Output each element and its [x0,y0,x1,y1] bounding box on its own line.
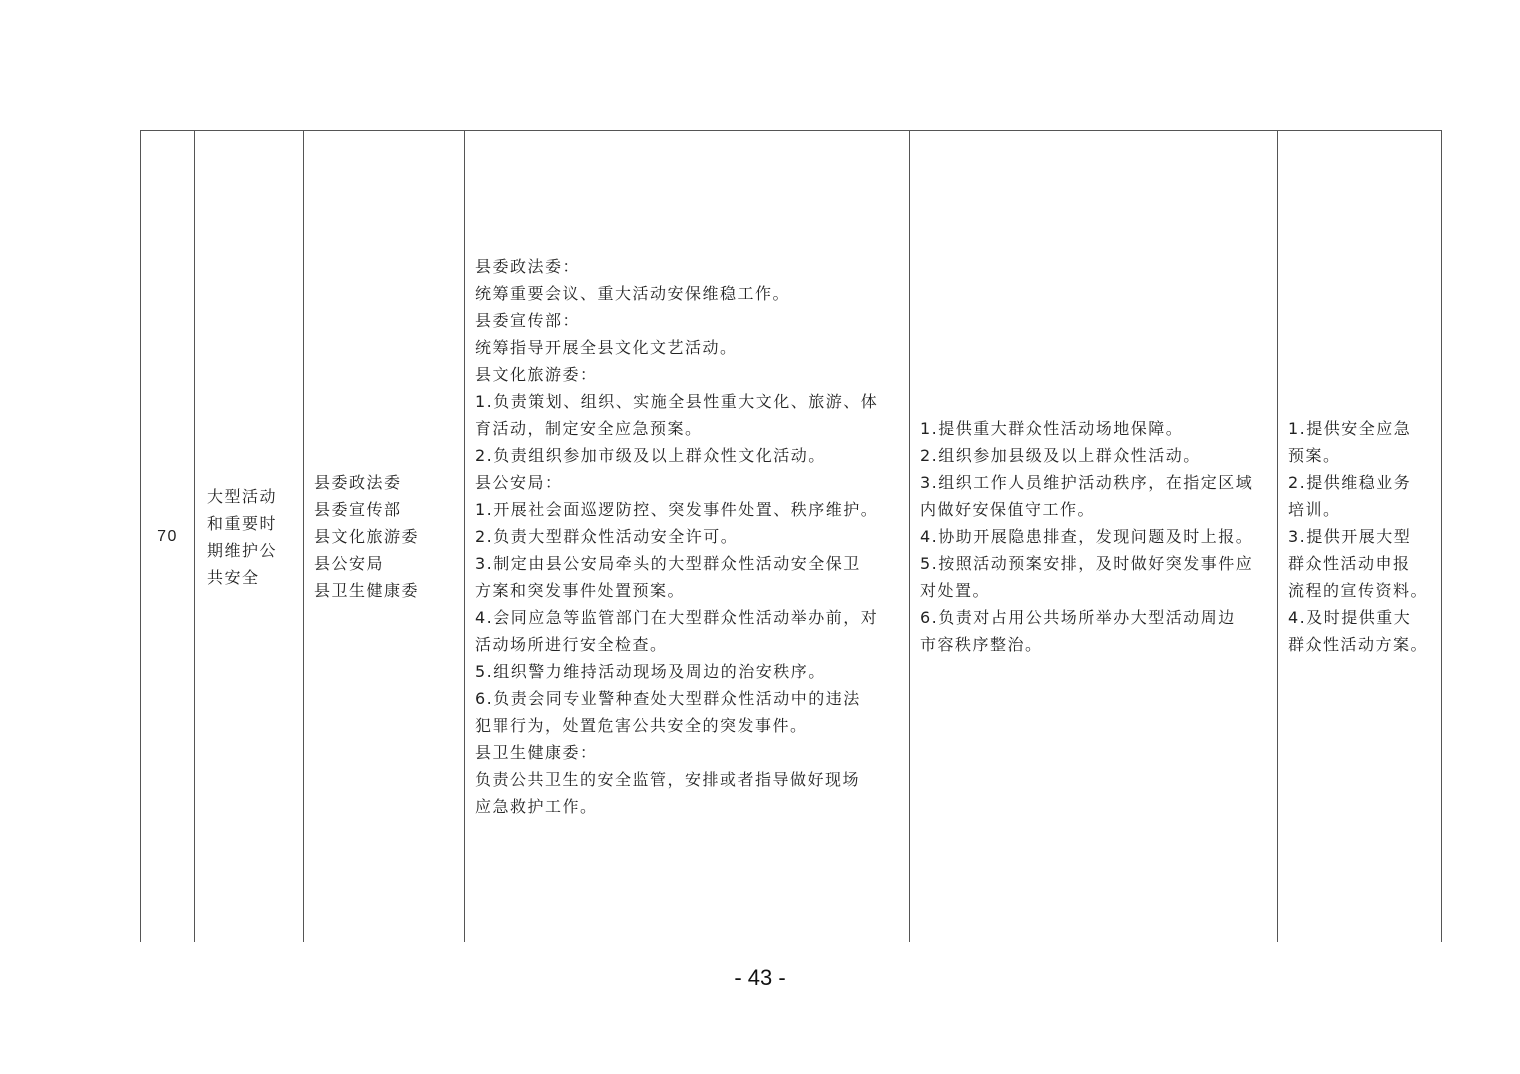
support-line: 2.提供维稳业务 [1288,473,1412,492]
town-duty-line: 5.按照活动预案安排，及时做好突发事件应 [920,554,1254,573]
duty-line: 1.开展社会面巡逻防控、突发事件处置、秩序维护。 [475,500,879,519]
duty-line: 县卫生健康委： [475,743,598,762]
duty-line: 县委政法委： [475,257,581,276]
duty-line: 县公安局： [475,473,563,492]
duty-line: 应急救护工作。 [475,797,598,816]
item-name-line: 和重要时 [207,513,278,533]
item-name-line: 共安全 [207,567,260,587]
duty-line: 负责公共卫生的安全监管，安排或者指导做好现场 [475,770,861,789]
duty-line: 县委宣传部： [475,311,581,330]
town-duty-line: 1.提供重大群众性活动场地保障。 [920,419,1184,438]
duty-line: 2.负责组织参加市级及以上群众性文化活动。 [475,446,826,465]
town-duty-line: 3.组织工作人员维护活动秩序，在指定区域 [920,473,1254,492]
duty-line: 活动场所进行安全检查。 [475,635,668,654]
duty-line: 育活动，制定安全应急预案。 [475,419,703,438]
item-name-cell [195,131,304,943]
department-item: 县公安局 [314,554,385,573]
department-duties-cell [465,131,910,943]
duty-line: 6.负责会同专业警种查处大型群众性活动中的违法 [475,689,861,708]
town-duty-line: 内做好安保值守工作。 [920,500,1096,519]
duty-line: 2.负责大型群众性活动安全许可。 [475,527,739,546]
duty-line: 5.组织警力维持活动现场及周边的治安秩序。 [475,662,826,681]
support-line: 3.提供开展大型 [1288,527,1412,546]
duty-line: 统筹指导开展全县文化文艺活动。 [475,338,738,357]
department-item: 县委政法委 [314,473,402,492]
town-duty-line: 对处置。 [920,581,991,600]
duty-line: 3.制定由县公安局牵头的大型群众性活动安全保卫 [475,554,861,573]
support-cell [1278,131,1442,943]
town-duty-line: 4.协助开展隐患排查，发现问题及时上报。 [920,527,1254,546]
support-line: 4.及时提供重大 [1288,608,1412,627]
support-line: 群众性活动申报 [1288,554,1411,573]
department-item: 县委宣传部 [314,500,402,519]
support-line: 预案。 [1288,446,1341,465]
item-name-line: 大型活动 [207,486,278,506]
support-line: 群众性活动方案。 [1288,635,1429,654]
town-duty-line: 市容秩序整治。 [920,635,1043,654]
support-line: 流程的宣传资料。 [1288,581,1429,600]
support-line: 1.提供安全应急 [1288,419,1412,438]
item-name-line: 期维护公 [207,540,278,560]
departments-cell [304,131,465,943]
department-item: 县卫生健康委 [314,581,420,600]
town-duty-line: 6.负责对占用公共场所举办大型活动周边 [920,608,1236,627]
row-number: 70 [157,528,178,545]
duty-line: 县文化旅游委： [475,365,598,384]
support-line: 培训。 [1288,500,1341,519]
duty-line: 4.会同应急等监管部门在大型群众性活动举办前，对 [475,608,879,627]
department-item: 县文化旅游委 [314,527,420,546]
duty-line: 犯罪行为，处置危害公共安全的突发事件。 [475,716,808,735]
town-duty-line: 2.组织参加县级及以上群众性活动。 [920,446,1201,465]
page-number: - 43 - [734,965,786,990]
duty-line: 统筹重要会议、重大活动安保维稳工作。 [475,284,791,303]
responsibility-table [140,130,1442,942]
duty-line: 方案和突发事件处置预案。 [475,581,686,600]
row-number-cell [141,131,195,943]
duty-line: 1.负责策划、组织、实施全县性重大文化、旅游、体 [475,392,879,411]
table-row [141,131,1442,943]
town-duties-cell [910,131,1278,943]
